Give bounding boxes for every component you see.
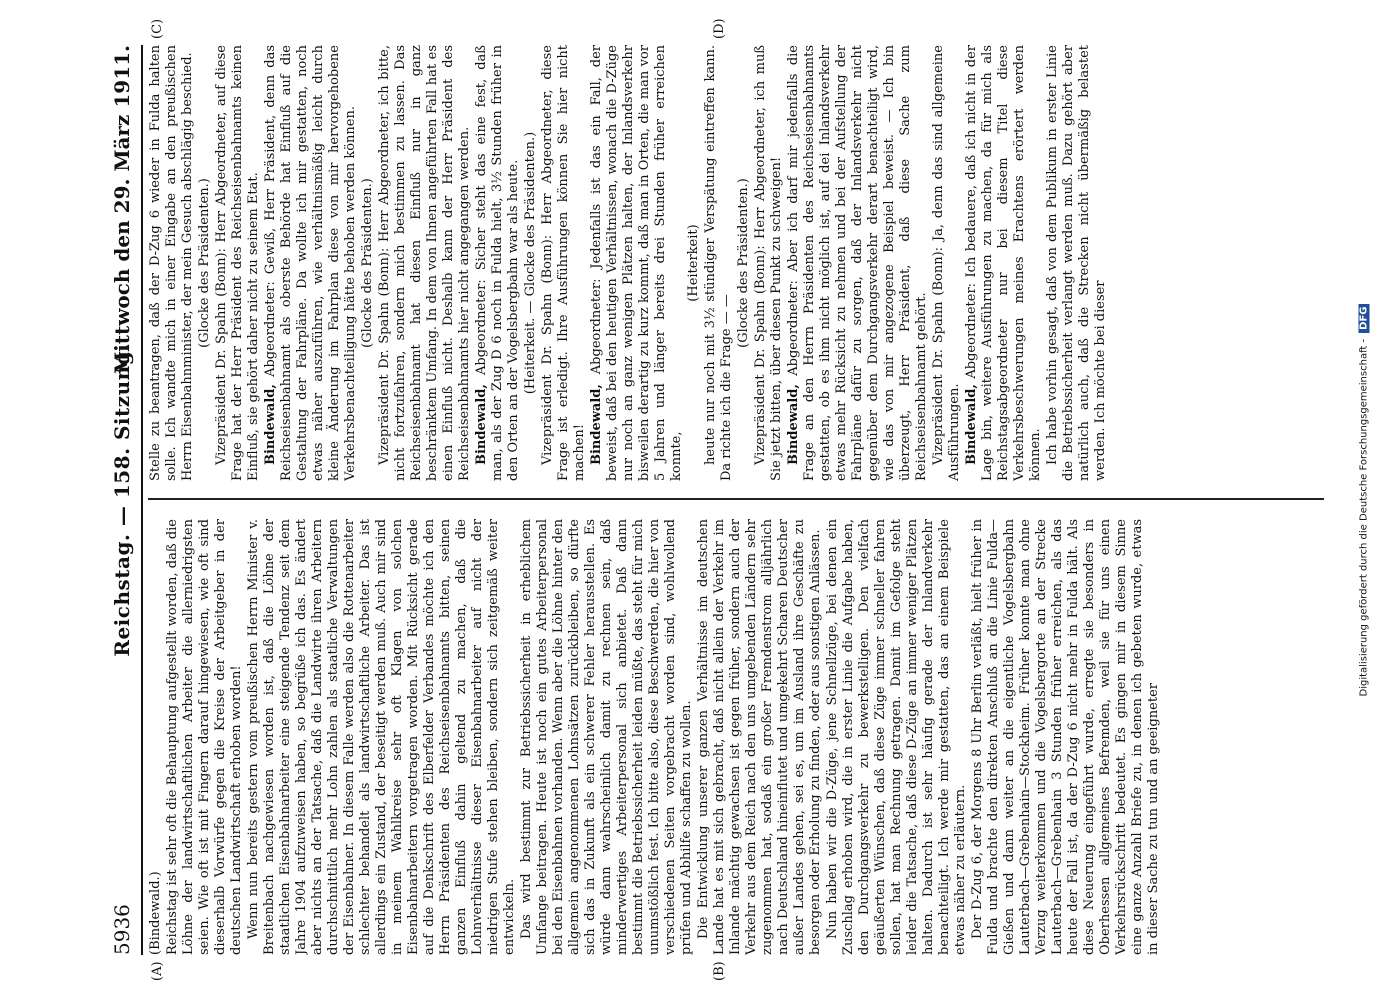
paragraph: Der D-Zug 6, der Morgens 8 Uhr Berlin verläßt, hielt früher in Fulda und brachte den direkten Anschluß an die Linie Fulda—Gießen und dann weiter an die eigentliche Vogelsbergbahn Lauterbach—Grebenhain—Stockheim. Früher konnte man ohne Verzug weiterkommen und die Vogelsbergorte an der Strecke Lauterbach—Grebenhain 3 Stunden früher erreichen, als das heute der Fall ist, da der D-Zug 6 nicht mehr in Fulda hält. Als diese Neuerung eingeführt wurde, erregte sie besonders in Oberhessen allgemeines Befremden, weil sie für uns einen Verkehrsrückschritt bedeutet. Es gingen mir in diesem Sinne eine ganze Anzahl Briefe zu, in denen ich gebeten wurde, etwas in dieser Sache zu tun und an geeigneter [969,519,1161,955]
interjection: (Glocke des Präsidenten.) [735,178,751,348]
page-number: 5936 [109,904,134,955]
right-column [148,45,1328,481]
digitization-credit [1359,60,1370,940]
paragraph: heute nur noch mit 3½ stündiger Verspätung eintreffen kann. Da richte ich die Frage — — [702,45,734,481]
paragraph: Die Entwicklung unserer ganzen Verhältnisse im deutschen Lande hat es mit sich gebracht, daß nicht allein der Verkehr im Inlande mächtig gewachsen ist gegen früher, sondern auch der Verkehr aus dem Reich nach den uns umgebenden Ländern sehr zugenommen hat, sodaß ein großer Fremdenstrom alljährlich nach Deutschland hineinflutet und umgekehrt Scharen Deutscher außer Landes gehen, sei es, um im Ausland ihre Geschäfte zu besorgen oder Erholung zu finden, oder aus sonstigen Anlässen. [695,519,823,955]
speech-text: Abgeordneter: Ich bedauere, daß ich nicht in der Lage bin, weitere Ausführungen zu machen, da für mich als Reichstagsabgeordneter nur bei diesem Titel diese Verkehrsbeschwerungen meines Erachtens erörtert werden können. [963,45,1043,481]
interjection: (Glocke des Präsidenten.) [196,178,212,348]
margin-letter-b: (B) [711,961,727,981]
speech-text: Abgeordneter: Jedenfalls ist das ein Fall, der beweist, daß bei den heutigen Verhältnissen, wonach die D-Züge nur noch an ganz wenigen Plätzen halten, der Inlandsverkehr bisweilen derartig zu kurz kommt, daß man in Orten, die man vor 5 Jahren und länger bereits drei Stunden früher erreichen konnte, [588,45,684,481]
speaker-name: Bindewald, [785,384,801,465]
header-rule [141,45,143,955]
interjection: (Heiterkeit) [685,224,701,302]
paragraph: Vizepräsident Dr. Spahn (Bonn): Herr Abgeordneter, ich muß Sie jetzt bitten, über diesen Punkt zu schweigen! [752,45,784,481]
speech-text: Abgeordneter: Sicher steht das eine fest, daß man, als der Zug D 6 noch in Fulda hielt, 3½ Stunden früher in den Orten an der Vogelsbergbahn war als heute. [473,45,521,481]
paragraph [474,45,522,481]
rotated-page [52,15,1332,985]
speech-text: Abgeordneter: Aber ich darf mir jedenfalls die Frage an den Herrn Präsidenten des Reichseisenbahnamts gestatten, ob es ihm nicht möglich ist, auf dei Inlandsverkehr etwas mehr Rücksicht zu nehmen und bei der Aufstellung der Fahrpläne dafür zu sorgen, daß der Inlandsverkehr nicht gegenüber dem Durchgangsverkehr derart benachteiligt wird, wie das von mir angezogene Beispiel beweist. — Ich bin überzeugt, Herr Präsident, daß diese Sache zum Reichseisenbahnamt gehört. [785,45,929,481]
paragraph: Vizepräsident Dr. Spahn (Bonn): Ja, denn das sind allgemeine Ausführungen. [930,45,962,481]
paragraph: Nun haben wir die D-Züge, jene Schnellzüge, bei denen ein Zuschlag erhoben wird, die in erster Linie die Aufgabe haben, den Durchgangsverkehr zu bewerkstelligen. Den vielfach geäußerten Wünschen, daß diese Züge immer schneller fahren sollen, hat man Rechnung getragen. Damit im Gefolge steht leider die Tatsache, daß diese D-Züge an immer weniger Plätzen halten. Dadurch ist sehr häufig gerade der Inlandverkehr benachteiligt. Ich werde mir gestatten, das an einem Beispiele etwas näher zu erläutern. [824,519,968,955]
speaker-tag: (Bindewald.) [147,871,163,955]
paragraph: Vizepräsident Dr. Spahn (Bonn): Herr Abgeordneter, diese Frage ist erledigt. Ihre Ausführungen können Sie hier nicht machen! [539,45,587,481]
margin-letter-d: (D) [711,18,727,39]
speech-text: Abgeordneter: Gewiß, Herr Präsident, denn das Reichseisenbahnamt als oberste Behörde hat Einfluß auf die Gestaltung der Fahrpläne. Da wollte ich mir gestatten, noch etwas näher auszuführen, wie verhältnismäßig leicht durch kleine Änderung im Fahrplan diese von mir hervorgehobene Verkehrsbenachteiligung hätte behoben werden können. [262,45,358,481]
paragraph: Stelle zu beantragen, daß der D-Zug 6 wieder in Fulda halten solle. Ich wandte mich in einer Eingabe an den preußischen Herrn Eisenbahnminister, der mein Gesuch abschlägig beschied. [147,45,195,481]
paragraph [964,45,1044,481]
paragraph: Vizepräsident Dr. Spahn (Bonn): Herr Abgeordneter, ich bitte, nicht fortzufahren, sondern mich bestimmen zu lassen. Das Reichseisenbahnamt hat diesen Einfluß nur in ganz beschränktem Umfang. In dem von Ihnen angeführten Fall hat es einen Einfluß nicht. Deshalb kann der Herr Präsident des Reichseisenbahnamts hier nicht angegangen werden. [376,45,472,481]
interjection: (Heiterkeit. — Glocke des Präsidenten.) [522,131,538,395]
session-title: Reichstag. — 158. Sitzung. [109,343,134,657]
speaker-name: Bindewald, [473,384,489,465]
session-date: Mittwoch den 29. März 1911. [109,45,134,375]
dfg-logo: DFG [1359,304,1370,333]
paragraph [589,45,685,481]
credit-text: Digitalisierung gefördert durch die Deutsche Forschungsgemeinschaft - [1358,338,1370,697]
interjection: (Glocke des Präsidenten.) [359,178,375,348]
left-column [148,519,1328,955]
speaker-name: Bindewald, [588,384,604,465]
paragraph: Das wird bestimmt zur Betriebssicherheit in erheblichem Umfange beitragen. Heute ist noch ein gutes Arbeiterpersonal bei den Eisenbahnen vorhanden. Wenn aber die Löhne hinter den allgemein angenommenen Lohnsätzen zurückbleiben, so dürfte sich das in Zukunft als ein schwerer Fehler herausstellen. Es würde dann wahrscheinlich damit zu rechnen sein, daß minderwertiges Arbeiterpersonal sich anbietet. Daß dann bestimmt die Betriebssicherheit leiden müßte, das steht für mich unumstößlich fest. Ich bitte also, diese Beschwerden, die hier von verschiedenen Seiten vorgebracht worden sind, wohlwollend prüfen und Abhilfe schaffen zu wollen. [518,519,694,955]
speaker-name: Bindewald, [963,384,979,465]
paragraph [786,45,930,481]
paragraph: Vizepräsident Dr. Spahn (Bonn): Herr Abgeordneter, auf diese Frage hat der Herr Präsident des Reichseisenbahnamts keinen Einfluß, sie gehört daher nicht zu seinem Etat. [213,45,261,481]
column-divider [148,498,1324,500]
paragraph: Ich habe vorhin gesagt, daß von dem Publikum in erster Linie die Betriebssicherheit verlangt werden muß. Dazu gehört aber natürlich auch, daß die Strecken nicht übermäßig belastet werden. Ich möchte bei dieser [1044,45,1108,481]
paragraph: Wenn nun bereits gestern vom preußischen Herrn Minister v. Breitenbach nachgewiesen worden ist, daß die Löhne der staatlichen Eisenbahnarbeiter eine steigende Tendenz seit dem Jahre 1904 aufzuweisen haben, so begrüße ich das. Es ändert aber nichts an der Tatsache, daß die Landwirte ihren Arbeitern durchschnittlich mehr Lohn zahlen als staatliche Verwaltungen der Eisenbahner. In diesem Falle werden also die Rottenarbeiter schlechter behandelt als landwirtschaftliche Arbeiter. Das ist allerdings ein Zustand, der beseitigt werden muß. Auch mir sind in meinem Wahlkreise sehr oft Klagen von solchen Eisenbahnarbeitern vorgetragen worden. Mit Rücksicht gerade auf die Denkschrift des Elberfelder Verbandes möchte ich den Herrn Präsidenten des Reichseisenbahnamts bitten, seinen ganzen Einfluß dahin geltend zu machen, daß die Lohnverhältnisse dieser Eisenbahnarbeiter auf nicht der niedrigen Stufe stehen bleiben, sondern sich zeitgemäß weiter entwickeln. [245,519,517,955]
speaker-name: Bindewald, [262,384,278,465]
margin-letter-c: (C) [149,18,165,39]
paragraph [263,45,359,481]
margin-letter-a: (A) [149,961,165,981]
paragraph: Reichstag ist sehr oft die Behauptung aufgestellt worden, daß die Löhne der landwirtschaftlichen Arbeiter die allerniedrigsten seien. Wie oft ist mit Fingern darauf hingewiesen, wie oft sind dieserhalb Vorwürfe gegen die Kreise der Arbeitgeber in der deutschen Landwirtschaft erhoben worden! [164,519,244,955]
running-head [104,45,138,955]
